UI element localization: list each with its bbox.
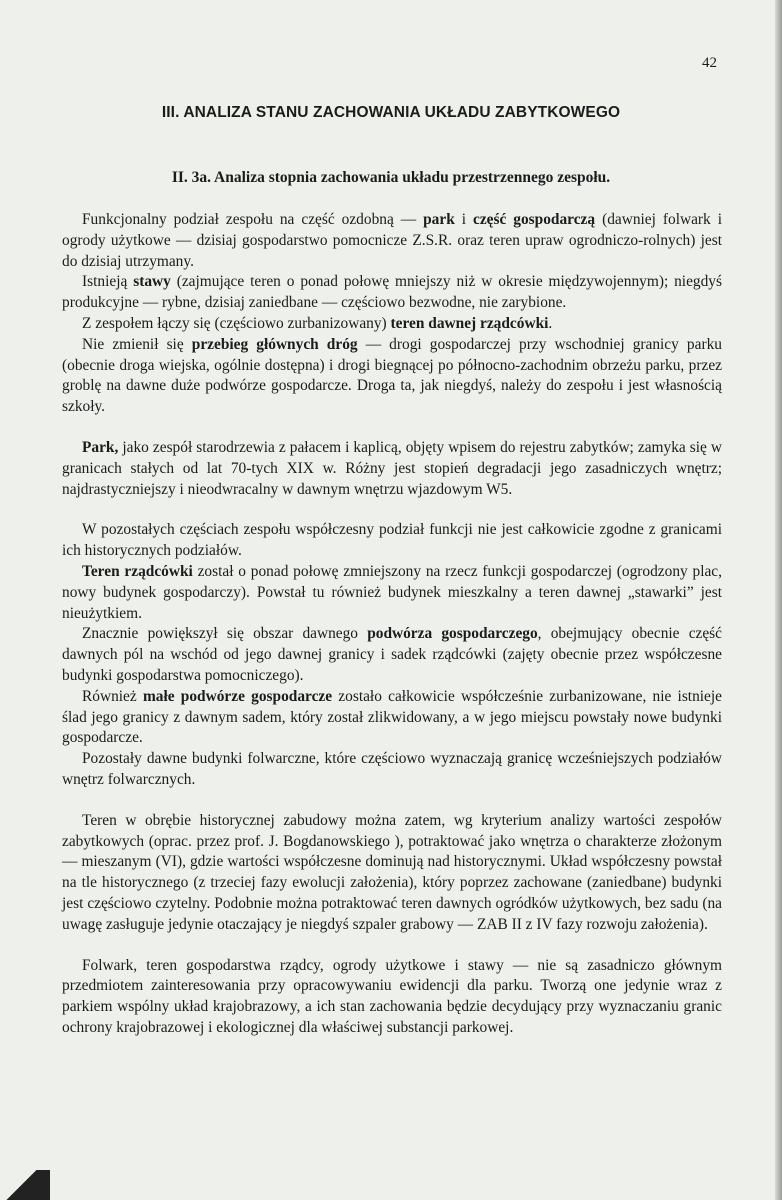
paragraph [62, 438, 722, 500]
paragraph-text: Nie zmienił się [82, 335, 192, 353]
bold-term: przebieg głównych dróg [191, 335, 358, 353]
paragraph [62, 314, 722, 335]
paragraph-text: zostało całkowicie współcześnie zurbanizowane, nie istnieje ślad jego granicy z dawnym sadem, który został zlikwidowany, a w jego miejscu powstały nowe budynki gospodarcze. [62, 687, 722, 747]
corner-shadow [0, 1170, 50, 1200]
paragraph [62, 520, 722, 562]
subsection-heading: II. 3a. Analiza stopnia zachowania układu przestrzennego zespołu. [171, 169, 611, 186]
bold-term: podwórza gospodarczego [367, 625, 538, 643]
bold-term: małe podwórze gospodarcze [142, 687, 333, 705]
paragraph [62, 749, 722, 791]
paragraph-text: — drogi gospodarczej przy wschodniej granicy parku (obecnie droga wiejska, ogólnie dostępna) i drogi biegnącej po północno-zachodnim obrzeżu parku, przez groblę na dawne duże podwórze gospodarcze. Droga ta, jak niegdyś, należy do zespołu i jest własnością szkoły. [62, 335, 722, 416]
paragraph [62, 272, 722, 314]
paragraph-text: , obejmujący obecnie część dawnych pól na wschód od jego dawnej granicy i sadek rządcówki (zajęty obecnie przez współczesne budynki gospodarstwa pomocniczego). [62, 625, 723, 684]
bold-term: część gospodarczą [473, 211, 596, 228]
paragraph-text: i [454, 211, 473, 228]
paragraph-text: Teren w obrębie historycznej zabudowy można zatem, wg kryterium analizy wartości zespołów zabytkowych (oprac. przez prof. J. Bogdanowskiego ), potraktować jako wnętrza o charakterze złożonym — mieszanym (VI), gdzie wartości współczesne dominują nad historycznymi. Układ współczesny powstał na tle historycznego (z trzeciej fazy ewolucji założenia), który poprzez zachowane (zaniedbane) budynki jest częściowo czytelny. Podobnie można potraktować teren dawnych ogródków użytkowych, bez sadu (na uwagę zasługuje jedynie otaczający je niegdyś szpaler grabowy — ZAB II z IV fazy rozwoju założenia). [62, 811, 722, 933]
paragraph-text: został o ponad połowę zmniejszony na rzecz funkcji gospodarczej (ogrodzony plac, nowy budynek gospodarczy). Powstał tu również budynek mieszkalny a teren dawnej „stawarki” jest nieużytkiem. [62, 562, 722, 622]
paragraph [62, 956, 722, 1039]
paragraph-text: (dawniej folwark i ogrody użytkowe — dzisiaj gospodarstwo pomocnicze Z.S.R. oraz teren upraw ogrodniczo-rolnych) jest do dzisiaj utrzymany. [62, 211, 722, 270]
bold-term: Park, [82, 438, 119, 456]
bold-term: park [423, 211, 455, 228]
bold-term: Teren rządcówki [82, 562, 193, 580]
document-body [62, 210, 722, 1039]
paragraph-text: Również [82, 687, 143, 705]
paragraph-text: Funkcjonalny podział zespołu na część ozdobną — [82, 211, 424, 228]
paragraph [62, 210, 722, 272]
bold-term: teren dawnej rządcówki [390, 314, 549, 332]
paragraph [62, 811, 722, 936]
paragraph [62, 624, 722, 686]
paragraph [62, 335, 722, 418]
paragraph-text: . [548, 314, 553, 332]
paragraph-text: Istnieją [82, 273, 134, 291]
paragraph [62, 562, 722, 624]
bold-term: stawy [133, 273, 171, 291]
paragraph-text: (zajmujące teren o ponad połowę mniejszy niż w okresie międzywojennym); niegdyś produkcyjne — rybne, dzisiaj zaniedbane — częściowo bezwodne, nie zarybione. [62, 273, 722, 312]
paragraph-text: Z zespołem łączy się (częściowo zurbanizowany) [82, 314, 391, 332]
section-heading: III. ANALIZA STANU ZACHOWANIA UKŁADU ZABYTKOWEGO [161, 104, 621, 121]
paragraph-text: Znacznie powiększył się obszar dawnego [82, 625, 368, 643]
paragraph [62, 687, 722, 749]
paragraph-text: Folwark, teren gospodarstwa rządcy, ogrody użytkowe i stawy — nie są zasadniczo głównym przedmiotem zainteresowania przy opracowywaniu ewidencji dla parku. Tworzą one jedynie wraz z parkiem wspólny układ krajobrazowy, a ich stan zachowania będzie decydujący przy wyznaczaniu granic ochrony krajobrazowej i ekologicznej dla właściwej substancji parkowej. [62, 956, 722, 1036]
paragraph-text: jako zespół starodrzewia z pałacem i kaplicą, objęty wpisem do rejestru zabytków; zamyka się w granicach stałych od lat 70-tych XIX w. Różny jest stopień degradacji jego zasadniczych wnętrz; najdrastyczniejszy i nieodwracalny w dawnym wnętrzu wjazdowym W5. [62, 438, 722, 498]
paragraph-text: W pozostałych częściach zespołu współczesny podział funkcji nie jest całkowicie zgodne z granicami ich historycznych podziałów. [62, 521, 722, 560]
paragraph-text: Pozostały dawne budynki folwarczne, które częściowo wyznaczają granicę wcześniejszych podziałów wnętrz folwarcznych. [62, 750, 722, 788]
page-number: 42 [702, 55, 717, 71]
